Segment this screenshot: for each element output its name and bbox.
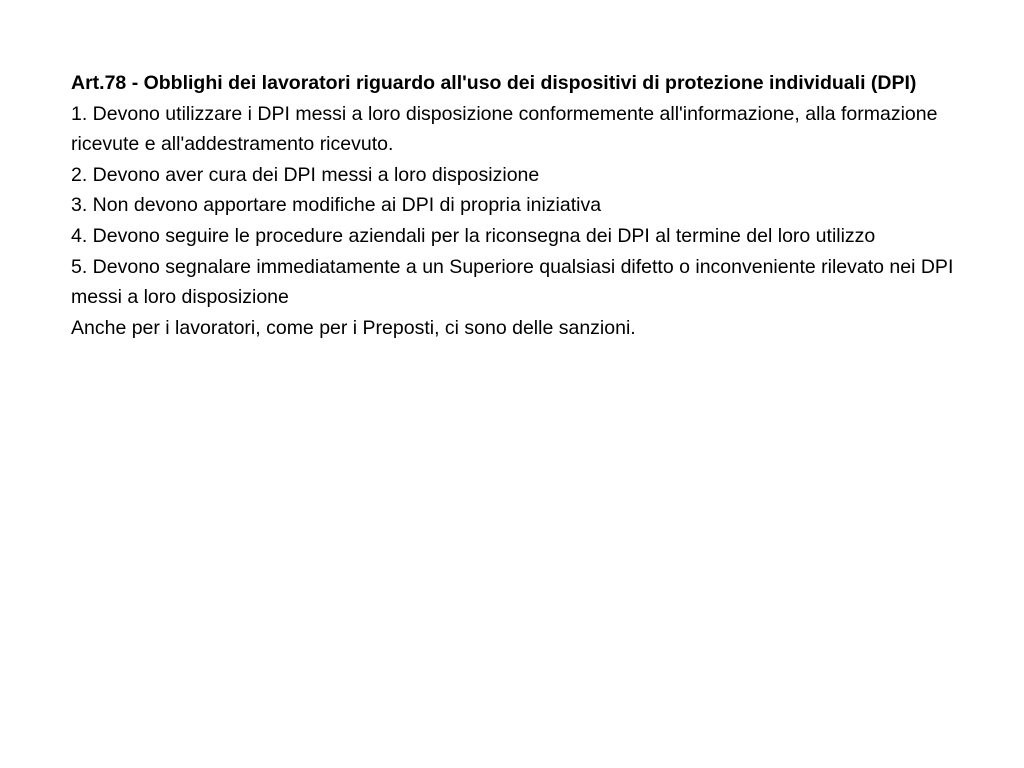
obligation-item-1: 1. Devono utilizzare i DPI messi a loro disposizione conformemente all'informazione, alla formazione ricevute e all'addestramento ricevuto. bbox=[71, 102, 938, 156]
obligation-item-4: 4. Devono seguire le procedure aziendali per la riconsegna dei DPI al termine del loro utilizzo bbox=[71, 224, 876, 247]
closing-note: Anche per i lavoratori, come per i Preposti, ci sono delle sanzioni. bbox=[71, 316, 636, 339]
text-content bbox=[71, 68, 961, 343]
obligation-item-2: 2. Devono aver cura dei DPI messi a loro disposizione bbox=[71, 163, 540, 186]
article-title: Art.78 - Obblighi dei lavoratori riguardo all'uso dei dispositivi di protezione individuali (DPI) bbox=[71, 72, 917, 94]
obligation-item-3: 3. Non devono apportare modifiche ai DPI di propria iniziativa bbox=[71, 194, 602, 217]
obligation-item-5: 5. Devono segnalare immediatamente a un Superiore qualsiasi difetto o inconveniente rilevato nei DPI messi a loro disposizione bbox=[71, 255, 954, 309]
